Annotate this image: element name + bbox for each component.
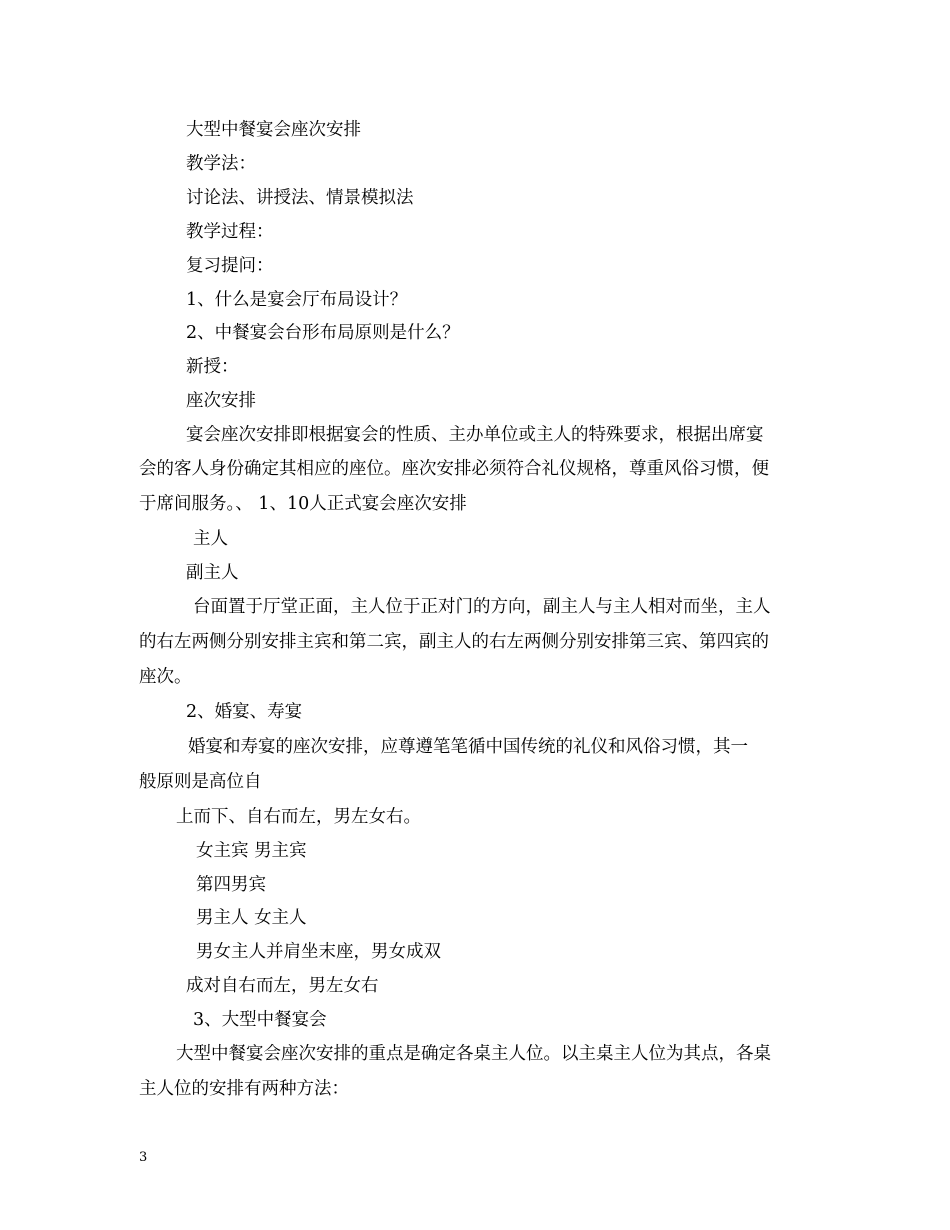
text-line: 的右左两侧分别安排主宾和第二宾，副主人的右左两侧分别安排第三宾、第四宾的 [139, 632, 769, 652]
text-line: 男主人 女主人 [196, 908, 307, 928]
text-line: 婚宴和寿宴的座次安排，应尊遵笔笔循中国传统的礼仪和风俗习惯，其一 [188, 737, 748, 757]
text-line: 宴会座次安排即根据宴会的性质、主办单位或主人的特殊要求，根据出席宴 [186, 425, 764, 445]
text-line: 上而下、自右而左，男左女右。 [176, 807, 421, 827]
text-line: 成对自右而左，男左女右 [186, 976, 379, 996]
section-title: 大型中餐宴会座次安排 [186, 120, 361, 140]
text-line: 教学过程： [186, 222, 274, 242]
text-line: 台面置于厅堂正面，主人位于正对门的方向，副主人与主人相对而坐，主人 [193, 597, 771, 617]
text-line: 副主人 [186, 563, 239, 583]
text-line: 2、婚宴、寿宴 [186, 702, 303, 722]
text-line: 会的客人身份确定其相应的座位。座次安排必须符合礼仪规格，尊重风俗习惯，便 [139, 459, 769, 479]
text-line: 般原则是高位自 [139, 772, 262, 792]
text-line: 2、中餐宴会台形布局原则是什么？ [186, 323, 460, 343]
text-line: 座次。 [139, 667, 192, 687]
text-line: 座次安排 [186, 391, 256, 411]
text-line: 复习提问： [186, 256, 274, 276]
text-line: 主人位的安排有两种方法： [139, 1079, 349, 1099]
text-line: 大型中餐宴会座次安排的重点是确定各桌主人位。以主桌主人位为其点，各桌 [176, 1044, 771, 1064]
page-number: 3 [139, 1150, 148, 1165]
text-line: 教学法： [186, 154, 256, 174]
text-line: 讨论法、讲授法、情景模拟法 [186, 188, 414, 208]
text-line: 第四男宾 [196, 875, 266, 895]
text-line: 新授： [186, 357, 239, 377]
text-line: 于席间服务。、 1、10人正式宴会座次安排 [139, 494, 467, 514]
text-line: 男女主人并肩坐末座，男女成双 [196, 942, 441, 962]
text-line: 3、大型中餐宴会 [193, 1010, 327, 1030]
text-line: 主人 [193, 529, 228, 549]
text-line: 1、什么是宴会厅布局设计？ [186, 290, 408, 310]
text-line: 女主宾 男主宾 [196, 841, 307, 861]
